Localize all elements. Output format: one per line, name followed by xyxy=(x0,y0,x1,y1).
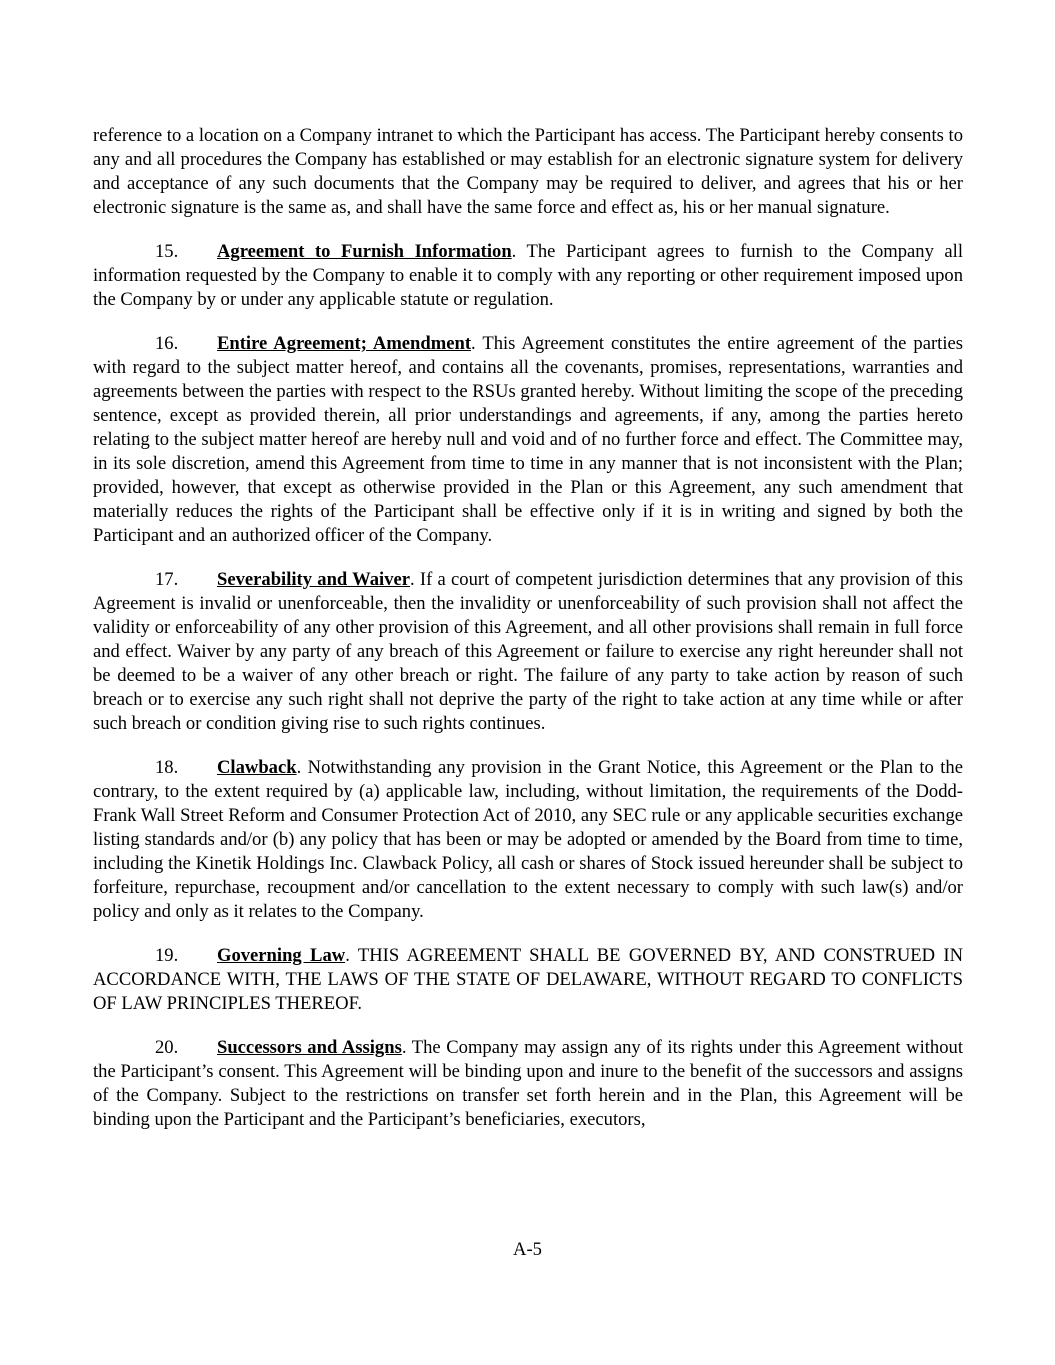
page-number: A-5 xyxy=(513,1239,542,1260)
section-number: 20. xyxy=(155,1037,179,1058)
section-heading: Entire Agreement; Amendment xyxy=(217,333,472,354)
section-number: 17. xyxy=(155,569,179,590)
intro-paragraph xyxy=(93,124,963,220)
section-body: . This Agreement constitutes the entire agreement of the parties with regard to the subject matter hereof, and contains all the covenants, promises, representations, warranties and agreements between the parties with respect to the RSUs granted hereby. Without limiting the scope of the preceding sentence, except as provided therein, all prior understandings and agreements, if any, among the parties hereto relating to the subject matter hereof are hereby null and void and of no further force and effect. The Committee may, in its sole discretion, amend this Agreement from time to time in any manner that is not inconsistent with the Plan; provided, however, that except as otherwise provided in the Plan or this Agreement, any such amendment that materially reduces the rights of the Participant shall be effective only if it is in writing and signed by both the Participant and an authorized officer of the Company. xyxy=(93,333,963,546)
section-20 xyxy=(93,1036,963,1132)
section-number: 19. xyxy=(155,945,179,966)
section-body: . THIS AGREEMENT SHALL BE GOVERNED BY, AND CONSTRUED IN ACCORDANCE WITH, THE LAWS OF THE STATE OF DELAWARE, WITHOUT REGARD TO CONFLICTS OF LAW PRINCIPLES THEREOF. xyxy=(93,945,963,1014)
section-heading: Agreement to Furnish Information xyxy=(217,241,512,262)
section-body: . The Company may assign any of its rights under this Agreement without the Participant’s consent. This Agreement will be binding upon and inure to the benefit of the successors and assigns of the Company. Subject to the restrictions on transfer set forth herein and in the Plan, this Agreement will be binding upon the Participant and the Participant’s beneficiaries, executors, xyxy=(93,1037,963,1130)
document-page xyxy=(93,124,963,1152)
section-body: . Notwithstanding any provision in the Grant Notice, this Agreement or the Plan to the contrary, to the extent required by (a) applicable law, including, without limitation, the requirements of the Dodd-Frank Wall Street Reform and Consumer Protection Act of 2010, any SEC rule or any applicable securities exchange listing standards and/or (b) any policy that has been or may be adopted or amended by the Board from time to time, including the Kinetik Holdings Inc. Clawback Policy, all cash or shares of Stock issued hereunder shall be subject to forfeiture, repurchase, recoupment and/or cancellation to the extent necessary to comply with such law(s) and/or policy and only as it relates to the Company. xyxy=(93,757,963,922)
section-body: . If a court of competent jurisdiction determines that any provision of this Agreement is invalid or unenforceable, then the invalidity or unenforceability of such provision shall not affect the validity or enforceability of any other provision of this Agreement, and all other provisions shall remain in full force and effect. Waiver by any party of any breach of this Agreement or failure to exercise any right hereunder shall not be deemed to be a waiver of any other breach or right. The failure of any party to take action by reason of such breach or to exercise any such right shall not deprive the party of the right to take action at any time while or after such breach or condition giving rise to such rights continues. xyxy=(93,569,963,734)
section-number: 18. xyxy=(155,757,179,778)
section-16 xyxy=(93,332,963,548)
section-heading: Severability and Waiver xyxy=(217,569,410,590)
section-18 xyxy=(93,756,963,924)
intro-text: reference to a location on a Company intranet to which the Participant has access. The Participant hereby consents to any and all procedures the Company has established or may establish for an electronic signature system for delivery and acceptance of any such documents that the Company may be required to deliver, and agrees that his or her electronic signature is the same as, and shall have the same force and effect as, his or her manual signature. xyxy=(93,125,963,218)
section-body: . The Participant agrees to furnish to the Company all information requested by the Company to enable it to comply with any reporting or other requirement imposed upon the Company by or under any applicable statute or regulation. xyxy=(93,241,963,310)
section-heading: Successors and Assigns xyxy=(217,1037,402,1058)
section-15 xyxy=(93,240,963,312)
section-number: 16. xyxy=(155,333,179,354)
section-number: 15. xyxy=(155,241,179,262)
section-heading: Clawback xyxy=(217,757,297,778)
section-17 xyxy=(93,568,963,736)
section-heading: Governing Law xyxy=(217,945,346,966)
section-19 xyxy=(93,944,963,1016)
